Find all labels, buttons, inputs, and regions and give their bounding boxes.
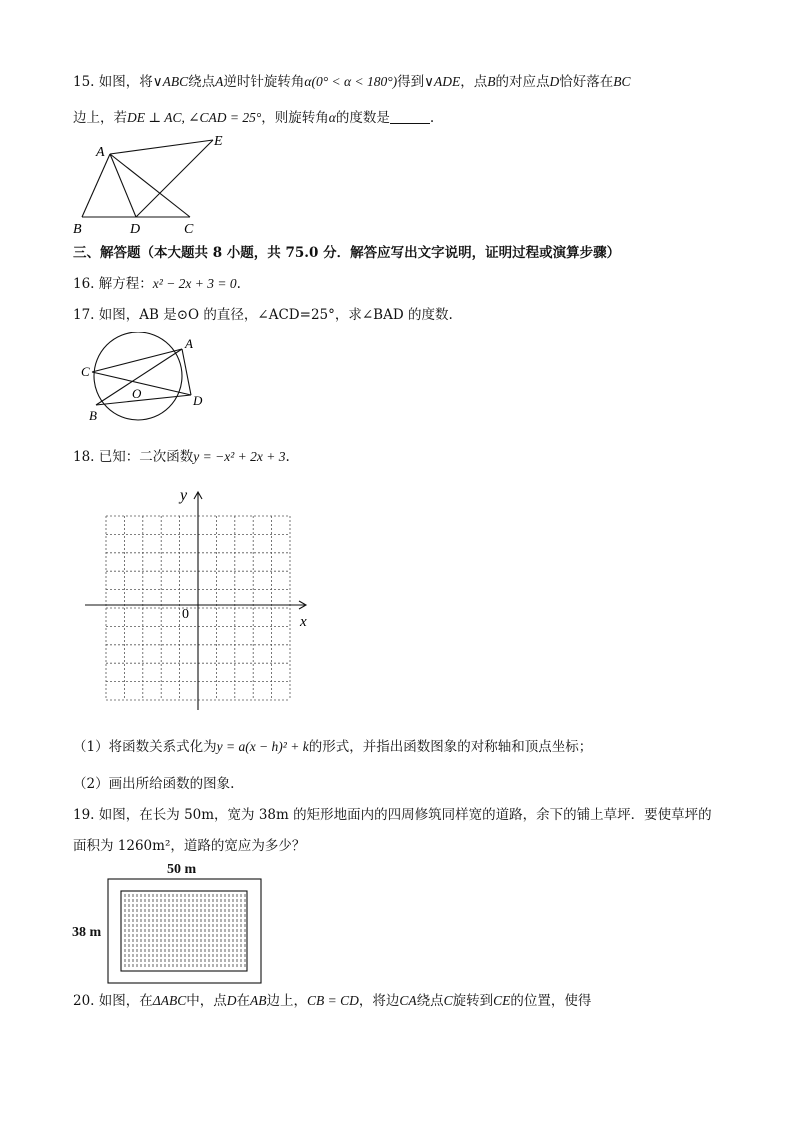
coordinate-grid	[80, 484, 320, 714]
label-B: B	[89, 408, 97, 423]
x-axis-label: x	[300, 614, 307, 630]
label-O: O	[132, 386, 142, 401]
q19-line-1: 19. 如图，在长为 50m，宽为 38m 的矩形地面内的四周修筑同样宽的道路，余下的铺上草坪．要使草坪的	[73, 807, 712, 823]
height-label: 38 m	[72, 925, 102, 940]
label-D: D	[130, 222, 141, 237]
q17-circle-figure	[78, 332, 210, 424]
q18-part-1: （1）将函数关系式化为y = a(x − h)² + k的形式，并指出函数图象的对称轴和顶点坐标；	[73, 739, 593, 755]
q20: 20. 如图，在ΔABC中，点D在AB边上，CB = CD，将边CA绕点C旋转到CE的位置，使得	[73, 993, 592, 1009]
label-E: E	[214, 134, 223, 149]
answer-blank	[390, 109, 430, 124]
q16: 16. 解方程：x² − 2x + 3 = 0.	[73, 276, 241, 292]
q15-line-2: 边上，若DE ⊥ AC, ∠CAD = 25°，则旋转角α的度数是 .	[73, 110, 435, 126]
rectangle-field-figure	[107, 878, 263, 986]
label-D: D	[193, 393, 203, 408]
width-label: 50 m	[167, 862, 197, 877]
q17: 17. 如图，AB 是⊙O 的直径，∠ACD=25°，求∠BAD 的度数.	[73, 307, 453, 323]
q15-triangle-figure	[70, 132, 240, 238]
label-C: C	[184, 222, 194, 237]
label-A: A	[185, 336, 193, 351]
q19-line-2: 面积为 1260m²，道路的宽应为多少？	[73, 838, 306, 854]
origin-label: 0	[182, 607, 189, 622]
lawn-area	[121, 891, 247, 971]
section-heading: 三、解答题（本大题共 8 小题，共 75.0 分．解答应写出文字说明，证明过程或演算步骤）	[73, 245, 621, 261]
label-A: A	[96, 145, 105, 160]
q15-line-1: 15. 如图，将∨ABC绕点A逆时针旋转角α(0° < α < 180°)得到∨ADE，点B的对应点D恰好落在BC	[73, 74, 631, 90]
label-C: C	[81, 364, 90, 379]
label-B: B	[73, 222, 82, 237]
y-axis-label: y	[180, 487, 188, 504]
q18-part-2: （2）画出所给函数的图象.	[73, 776, 235, 792]
q18: 18. 已知：二次函数y = −x² + 2x + 3.	[73, 449, 290, 465]
